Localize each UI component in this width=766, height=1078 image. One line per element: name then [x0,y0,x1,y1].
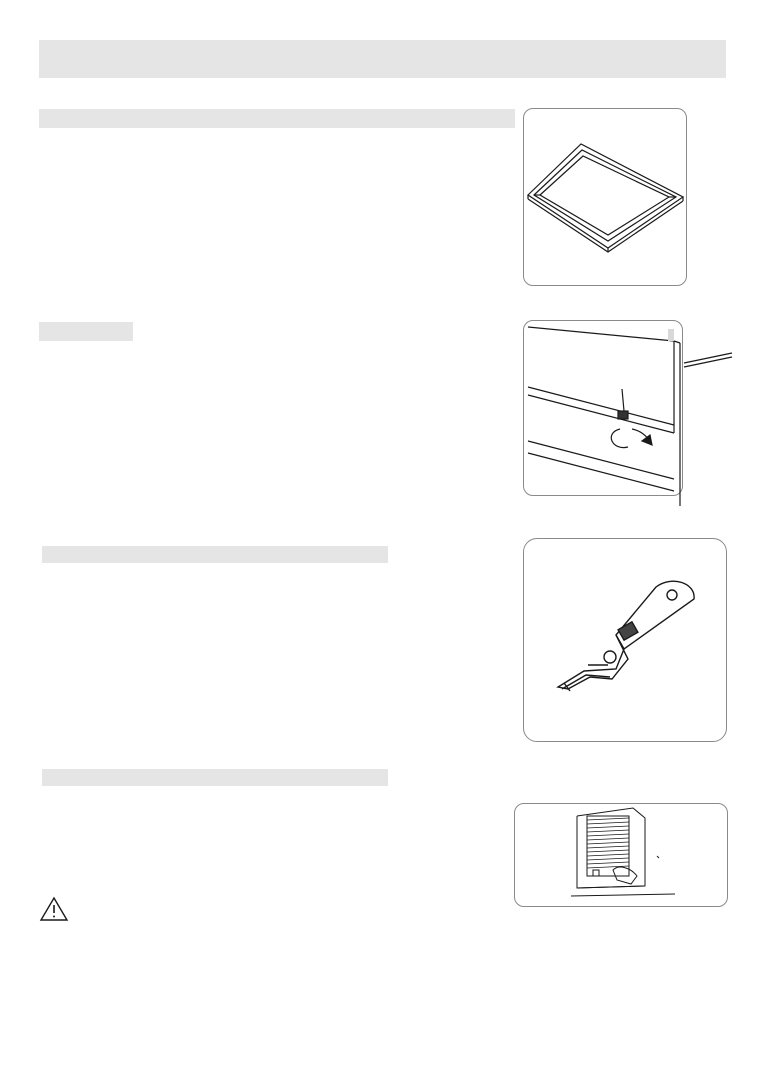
section-heading-bar-scraper [42,546,388,563]
door-illustration-frame [523,320,683,496]
oven-door-latch-icon [524,321,682,495]
warning-triangle-icon-wrap [39,896,69,922]
section-heading-bar-door [39,322,133,341]
warning-triangle-icon [39,896,69,922]
glass-scraper-icon [524,539,726,741]
tray-illustration-frame [523,108,687,286]
section-heading-bar-filter [42,769,388,786]
page-header-bar [39,40,726,78]
baking-tray-icon [524,109,686,285]
filter-illustration-frame [514,803,728,907]
scraper-illustration-frame [523,538,727,742]
section-heading-bar-tray [39,109,515,128]
grease-filter-icon [515,804,727,906]
